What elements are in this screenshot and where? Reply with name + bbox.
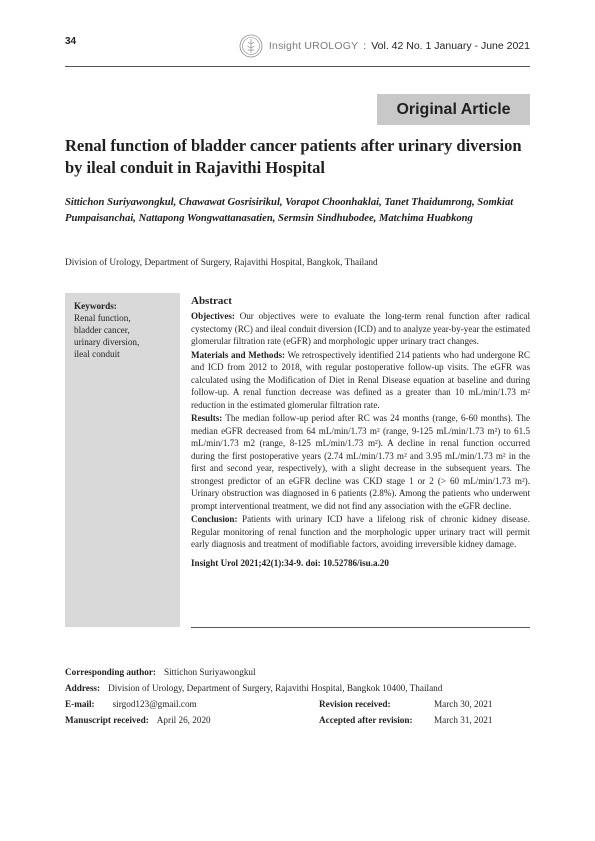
journal-info xyxy=(239,34,530,58)
abstract-results xyxy=(191,412,530,512)
journal-name: Insight UROLOGY xyxy=(268,40,359,52)
article-type-banner: Original Article xyxy=(377,94,530,125)
keyword-item: urinary diversion, xyxy=(74,337,140,347)
email-value: sirgod123@gmail.com xyxy=(112,699,197,709)
article-footer xyxy=(65,664,530,728)
corresponding-author-value: Sittichon Suriyawongkul xyxy=(163,667,256,677)
email-row xyxy=(65,696,530,712)
revision-received xyxy=(319,696,493,712)
objectives-label: Objectives: xyxy=(191,311,235,321)
results-label: Results: xyxy=(191,413,223,423)
citation-doi: Insight Urol 2021;42(1):34-9. doi: 10.52786/isu.a.20 xyxy=(191,557,389,568)
abstract-methods xyxy=(191,349,530,412)
methods-text: We retrospectively identified 214 patients who had undergone RC and ICD from 2012 to 2018, with regular postoperative follow-up visits. The eGFR was calculated using the Modification of Diet in Renal Disease equation at baseline and during follow-up. A renal function decrease was defined as a greater than 10 mL/min/1.73 m² reduction in the estimated glomerular filtration rate. xyxy=(191,349,530,410)
revision-received-value: March 30, 2021 xyxy=(434,699,493,709)
journal-seal-icon xyxy=(239,34,263,58)
abstract-conclusion xyxy=(191,513,530,551)
abstract-title: Abstract xyxy=(191,295,232,307)
accepted-label: Accepted after revision: xyxy=(319,715,413,725)
address-row xyxy=(65,680,530,696)
manuscript-row xyxy=(65,712,530,728)
address-label: Address: xyxy=(65,683,101,693)
page-header xyxy=(65,30,530,66)
methods-label: Materials and Methods: xyxy=(191,349,286,360)
corresponding-author-row xyxy=(65,664,530,680)
conclusion-text: Patients with urinary ICD have a lifelong risk of chronic kidney disease. Regular monitoring of renal function and the morphologic upper urinary tract will permit early diagnosis and treatment of modifiable factors, avoiding irreversible kidney damage. xyxy=(191,514,530,549)
manuscript-received-label: Manuscript received: xyxy=(65,715,149,725)
objectives-text: Our objectives were to evaluate the long-term renal function after radical cystectomy (RC) and ileal conduit diversion (ICD) and to analyze year-by-year the estimated glomerular filtration rate (eGFR) and morphologic upper urinary tract changes. xyxy=(191,311,530,346)
keyword-item: bladder cancer, xyxy=(74,325,130,335)
manuscript-received-value: April 26, 2020 xyxy=(156,715,211,725)
author-list: Sittichon Suriyawongkul, Chawawat Gosrisirikul, Vorapot Choonhaklai, Tanet Thaidumrong, Somkiat Pumpaisanchai, Nattapong Wongwattanasatien, Sermsin Sindhubodee, Matchima Huabkong xyxy=(65,197,514,224)
header-separator: : xyxy=(363,40,367,52)
abstract-divider xyxy=(191,627,530,628)
revision-received-label: Revision received: xyxy=(319,699,391,709)
corresponding-author-label: Corresponding author: xyxy=(65,667,156,677)
address-value: Division of Urology, Department of Surgery, Rajavithi Hospital, Bangkok 10400, Thailand xyxy=(108,683,443,693)
abstract-objectives xyxy=(191,310,530,348)
keywords-box xyxy=(65,293,180,627)
header-divider xyxy=(65,66,530,67)
accepted-after-revision xyxy=(319,712,493,728)
affiliation: Division of Urology, Department of Surgery, Rajavithi Hospital, Bangkok, Thailand xyxy=(65,258,378,268)
accepted-value: March 31, 2021 xyxy=(434,715,493,725)
keyword-item: Renal function, xyxy=(74,313,131,323)
journal-issue: Vol. 42 No. 1 January - June 2021 xyxy=(371,40,530,52)
article-title: Renal function of bladder cancer patients after urinary diversion by ileal conduit in Rajavithi Hospital xyxy=(65,136,522,177)
keywords-title: Keywords: xyxy=(74,301,117,311)
keyword-item: ileal conduit xyxy=(74,349,120,359)
email-label: E-mail: xyxy=(65,699,95,709)
page-number: 34 xyxy=(65,36,77,47)
abstract xyxy=(191,295,530,569)
results-text: The median follow-up period after RC was 24 months (range, 6-60 months). The median eGFR decreased from 64 mL/min/1.73 m² (range, 9-125 mL/min/1.73 m²) to 61.5 mL/min/1.73 m2 (range, 8-125 mL/min/1.73 m²). A decline in renal function occurred during the first postoperative years (2.74 mL/min/1.73 m² and 3.95 mL/min/1.73 m² in the first and second year, respectively), with a slight decrease in the subsequent years. The strongest predictor of an eGFR decline was CKD stage 1 or 2 (> 60 mL/min/1.73 m²). Urinary obstruction was diagnosed in 6 patients (2.8%). Among the patients who underwent prompt interventional treatment, we did not find any association with the eGFR decline. xyxy=(191,413,531,511)
conclusion-label: Conclusion: xyxy=(191,514,238,524)
